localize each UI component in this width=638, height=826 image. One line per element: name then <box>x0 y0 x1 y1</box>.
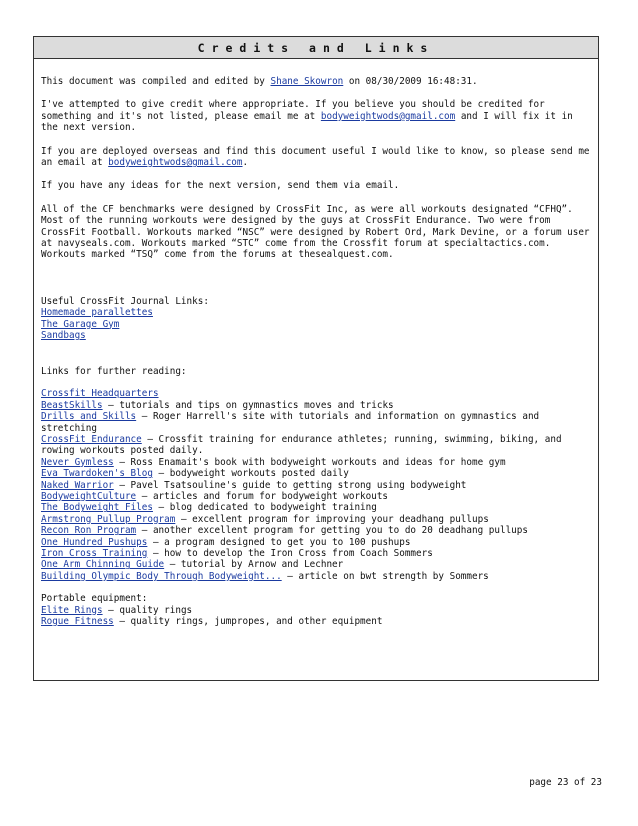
further-reading-link[interactable]: One Hundred Pushups <box>41 536 148 548</box>
further-reading-item <box>41 548 592 559</box>
further-reading-link[interactable]: Iron Cross Training <box>41 547 148 559</box>
credit-text-end: and I will fix it in the next version. <box>41 110 573 134</box>
section-title: Credits and Links <box>34 37 598 59</box>
further-reading-item <box>41 480 592 491</box>
further-reading-link[interactable]: Crossfit Headquarters <box>41 388 159 400</box>
ideas-paragraph: If you have any ideas for the next version, send them via email. <box>41 180 400 192</box>
compiled-paragraph <box>41 76 592 87</box>
author-link[interactable]: Shane Skowron <box>270 76 344 87</box>
further-reading-item <box>41 514 592 525</box>
further-reading-item <box>41 388 592 399</box>
further-reading-description: – excellent program for improving your deadhang pullups <box>175 513 489 525</box>
further-reading-link[interactable]: Armstrong Pullup Program <box>41 513 176 525</box>
equipment-description: – quality rings, jumpropes, and other equipment <box>113 616 383 628</box>
deployed-text-end: . <box>242 157 249 169</box>
equipment-description: – quality rings <box>102 604 193 616</box>
equipment-item <box>41 605 592 616</box>
credits-content <box>34 59 598 627</box>
journal-link-parallettes[interactable]: Homemade parallettes <box>41 307 153 319</box>
further-reading-item <box>41 559 592 570</box>
further-reading-section <box>41 366 592 583</box>
further-reading-item <box>41 491 592 502</box>
equipment-section <box>41 593 592 627</box>
further-reading-link[interactable]: Drills and Skills <box>41 411 137 423</box>
deployed-text: If you are deployed overseas and find this document useful I would like to know, so please send me an email at <box>41 145 590 169</box>
further-reading-item <box>41 400 592 411</box>
further-reading-item <box>41 434 592 457</box>
further-reading-description: – bodyweight workouts posted daily <box>152 468 349 480</box>
email-link[interactable]: bodyweightwods@gmail.com <box>320 110 456 122</box>
further-reading-description: – article on bwt strength by Sommers <box>281 570 489 582</box>
further-reading-item <box>41 537 592 548</box>
journal-section <box>41 296 592 342</box>
email-link-2[interactable]: bodyweightwods@gmail.com <box>108 157 243 169</box>
further-reading-link[interactable]: Naked Warrior <box>41 479 114 491</box>
further-reading-link[interactable]: BeastSkills <box>41 399 103 411</box>
further-reading-link[interactable]: Building Olympic Body Through Bodyweight... <box>41 570 282 582</box>
further-reading-link[interactable]: Eva Twardoken's Blog <box>41 468 153 480</box>
further-reading-link[interactable]: The Bodyweight Files <box>41 502 153 514</box>
further-reading-description: – tutorial by Arnow and Lechner <box>164 559 344 571</box>
further-reading-description: – Roger Harrell's site with tutorials and information on gymnastics and stretching <box>41 411 540 434</box>
journal-link-garage-gym[interactable]: The Garage Gym <box>41 318 120 330</box>
further-reading-list <box>41 388 592 582</box>
compiled-date-text: on 08/30/2009 16:48:31. <box>343 76 478 87</box>
equipment-link[interactable]: Elite Rings <box>41 604 103 616</box>
further-reading-link[interactable]: CrossFit Endurance <box>41 433 142 445</box>
further-reading-heading: Links for further reading: <box>41 365 187 377</box>
further-reading-description: – tutorials and tips on gymnastics moves and tricks <box>102 399 394 411</box>
deployed-paragraph <box>41 146 592 169</box>
further-reading-description: – a program designed to get you to 100 pushups <box>147 536 411 548</box>
credit-text: I've attempted to give credit where appropriate. If you believe you should be credited for something and it's not listed, please email me at <box>41 99 545 122</box>
further-reading-link[interactable]: Never Gymless <box>41 456 114 468</box>
benchmarks-paragraph: All of the CF benchmarks were designed by CrossFit Inc, as were all workouts designated “CFHQ”. Most of the running workouts were designed by the guys at CrossFit Endurance. Two were from CrossFit Football. Workouts marked “NSC” were designed by Robert Ord, Mark Devine, or a forum user at navyseals.com. Workouts marked “STC” come from the Crossfit forum at specialtactics.com. Workouts marked “TSQ” come from the forums at thesealquest.com. <box>41 203 590 261</box>
further-reading-item <box>41 457 592 468</box>
equipment-link[interactable]: Rogue Fitness <box>41 616 114 628</box>
further-reading-description: – Pavel Tsatsouline's guide to getting strong using bodyweight <box>113 479 467 491</box>
journal-link-sandbags[interactable]: Sandbags <box>41 330 86 342</box>
further-reading-link[interactable]: Recon Ron Program <box>41 525 137 537</box>
further-reading-description: – how to develop the Iron Cross from Coach Sommers <box>147 547 433 559</box>
further-reading-item <box>41 571 592 582</box>
further-reading-description: – Crossfit training for endurance athletes; running, swimming, biking, and rowing workouts posted daily. <box>41 433 562 457</box>
further-reading-description: – blog dedicated to bodyweight training <box>152 502 377 514</box>
further-reading-description: – another excellent program for getting you to do 20 deadhang pullups <box>136 525 528 537</box>
equipment-list <box>41 605 592 628</box>
further-reading-item <box>41 468 592 479</box>
page-number: page 23 of 23 <box>529 777 602 788</box>
further-reading-description: – articles and forum for bodyweight workouts <box>136 490 389 502</box>
equipment-heading: Portable equipment: <box>41 593 148 605</box>
further-reading-description: – Ross Enamait's book with bodyweight workouts and ideas for home gym <box>113 456 506 468</box>
further-reading-item <box>41 525 592 536</box>
further-reading-link[interactable]: One Arm Chinning Guide <box>41 559 165 571</box>
journal-heading: Useful CrossFit Journal Links: <box>41 295 209 307</box>
equipment-item <box>41 616 592 627</box>
compiled-text: This document was compiled and edited by <box>41 76 271 87</box>
credit-paragraph <box>41 99 592 133</box>
further-reading-item <box>41 411 592 434</box>
credits-frame <box>33 36 599 681</box>
further-reading-item <box>41 502 592 513</box>
further-reading-link[interactable]: BodyweightCulture <box>41 490 137 502</box>
